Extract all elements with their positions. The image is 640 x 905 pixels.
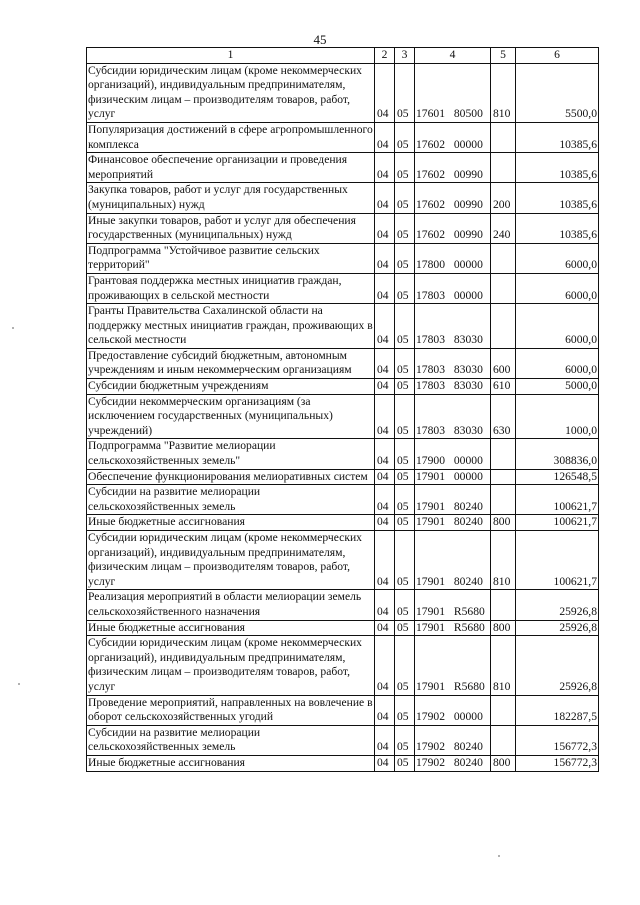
table-row (87, 695, 599, 725)
table-row (87, 531, 599, 590)
amount-cell: 5500,0 (516, 63, 599, 122)
section-code-cell: 04 (375, 485, 395, 515)
section-code-cell: 04 (375, 515, 395, 531)
amount-cell: 100621,7 (516, 531, 599, 590)
table-body (87, 63, 599, 771)
target-article-cell: 17803 83030 (415, 348, 491, 378)
amount-cell: 156772,3 (516, 755, 599, 771)
table-header-row (87, 48, 599, 64)
section-code-cell: 04 (375, 636, 395, 695)
expense-type-cell (491, 695, 516, 725)
subsection-code-cell: 05 (395, 469, 415, 485)
table-row (87, 755, 599, 771)
amount-cell: 25926,8 (516, 636, 599, 695)
expense-type-cell (491, 273, 516, 303)
amount-cell: 126548,5 (516, 469, 599, 485)
section-code-cell: 04 (375, 304, 395, 349)
table-row (87, 348, 599, 378)
section-code-cell: 04 (375, 348, 395, 378)
table-row (87, 122, 599, 152)
row-name-cell: Субсидии на развитие мелиорации сельскохозяйственных земель (87, 485, 375, 515)
target-article-cell: 17601 80500 (415, 63, 491, 122)
column-header: 5 (491, 48, 516, 64)
subsection-code-cell: 05 (395, 153, 415, 183)
row-name-cell: Иные бюджетные ассигнования (87, 515, 375, 531)
table-row (87, 213, 599, 243)
subsection-code-cell: 05 (395, 63, 415, 122)
row-name-cell: Субсидии юридическим лицам (кроме некоммерческих организаций), индивидуальным предпринимателям, физическим лицам – производителям товаров, работ, услуг (87, 531, 375, 590)
row-name-cell: Реализация мероприятий в области мелиорации земель сельскохозяйственного назначения (87, 590, 375, 620)
expense-type-cell (491, 243, 516, 273)
subsection-code-cell: 05 (395, 755, 415, 771)
section-code-cell: 04 (375, 122, 395, 152)
column-header: 3 (395, 48, 415, 64)
row-name-cell: Субсидии юридическим лицам (кроме некоммерческих организаций), индивидуальным предпринимателям, физическим лицам – производителям товаров, работ, услуг (87, 636, 375, 695)
amount-cell: 6000,0 (516, 273, 599, 303)
scan-speck (12, 327, 14, 329)
amount-cell: 10385,6 (516, 122, 599, 152)
target-article-cell: 17901 80240 (415, 515, 491, 531)
row-name-cell: Субсидии бюджетным учреждениям (87, 379, 375, 395)
target-article-cell: 17803 83030 (415, 304, 491, 349)
table-row (87, 63, 599, 122)
budget-table (86, 47, 599, 772)
expense-type-cell: 800 (491, 515, 516, 531)
target-article-cell: 17900 00000 (415, 439, 491, 469)
expense-type-cell: 810 (491, 531, 516, 590)
expense-type-cell (491, 153, 516, 183)
section-code-cell: 04 (375, 273, 395, 303)
subsection-code-cell: 05 (395, 590, 415, 620)
amount-cell: 25926,8 (516, 620, 599, 636)
expense-type-cell (491, 725, 516, 755)
expense-type-cell (491, 590, 516, 620)
target-article-cell: 17901 80240 (415, 485, 491, 515)
table-row (87, 469, 599, 485)
amount-cell: 6000,0 (516, 243, 599, 273)
subsection-code-cell: 05 (395, 273, 415, 303)
row-name-cell: Субсидии юридическим лицам (кроме некоммерческих организаций), индивидуальным предпринимателям, физическим лицам – производителям товаров, работ, услуг (87, 63, 375, 122)
section-code-cell: 04 (375, 695, 395, 725)
section-code-cell: 04 (375, 620, 395, 636)
table-row (87, 725, 599, 755)
amount-cell: 25926,8 (516, 590, 599, 620)
table-row (87, 620, 599, 636)
target-article-cell: 17602 00000 (415, 122, 491, 152)
target-article-cell: 17901 00000 (415, 469, 491, 485)
expense-type-cell (491, 122, 516, 152)
section-code-cell: 04 (375, 439, 395, 469)
section-code-cell: 04 (375, 63, 395, 122)
section-code-cell: 04 (375, 394, 395, 439)
subsection-code-cell: 05 (395, 213, 415, 243)
row-name-cell: Грантовая поддержка местных инициатив граждан, проживающих в сельской местности (87, 273, 375, 303)
table-row (87, 590, 599, 620)
section-code-cell: 04 (375, 725, 395, 755)
row-name-cell: Проведение мероприятий, направленных на вовлечение в оборот сельскохозяйственных угодий (87, 695, 375, 725)
subsection-code-cell: 05 (395, 379, 415, 395)
section-code-cell: 04 (375, 531, 395, 590)
table-row (87, 183, 599, 213)
amount-cell: 6000,0 (516, 348, 599, 378)
amount-cell: 100621,7 (516, 515, 599, 531)
row-name-cell: Обеспечение функционирования мелиоративных систем (87, 469, 375, 485)
page-number: 45 (313, 32, 327, 47)
subsection-code-cell: 05 (395, 439, 415, 469)
amount-cell: 182287,5 (516, 695, 599, 725)
row-name-cell: Субсидии на развитие мелиорации сельскохозяйственных земель (87, 725, 375, 755)
expense-type-cell: 800 (491, 620, 516, 636)
expense-type-cell (491, 304, 516, 349)
subsection-code-cell: 05 (395, 620, 415, 636)
target-article-cell: 17902 00000 (415, 695, 491, 725)
target-article-cell: 17602 00990 (415, 213, 491, 243)
table-row (87, 439, 599, 469)
target-article-cell: 17902 80240 (415, 725, 491, 755)
section-code-cell: 04 (375, 243, 395, 273)
table-row (87, 153, 599, 183)
subsection-code-cell: 05 (395, 304, 415, 349)
amount-cell: 10385,6 (516, 213, 599, 243)
section-code-cell: 04 (375, 183, 395, 213)
section-code-cell: 04 (375, 153, 395, 183)
expense-type-cell: 610 (491, 379, 516, 395)
row-name-cell: Предоставление субсидий бюджетным, автономным учреждениям и иным некоммерческим организациям (87, 348, 375, 378)
table-row (87, 485, 599, 515)
subsection-code-cell: 05 (395, 243, 415, 273)
row-name-cell: Подпрограмма "Развитие мелиорации сельскохозяйственных земель" (87, 439, 375, 469)
expense-type-cell: 600 (491, 348, 516, 378)
target-article-cell: 17803 83030 (415, 379, 491, 395)
expense-type-cell: 810 (491, 636, 516, 695)
amount-cell: 10385,6 (516, 183, 599, 213)
subsection-code-cell: 05 (395, 122, 415, 152)
subsection-code-cell: 05 (395, 183, 415, 213)
expense-type-cell (491, 439, 516, 469)
column-header: 2 (375, 48, 395, 64)
table-row (87, 243, 599, 273)
target-article-cell: 17602 00990 (415, 183, 491, 213)
amount-cell: 5000,0 (516, 379, 599, 395)
target-article-cell: 17901 R5680 (415, 620, 491, 636)
amount-cell: 6000,0 (516, 304, 599, 349)
row-name-cell: Иные бюджетные ассигнования (87, 755, 375, 771)
column-header: 4 (415, 48, 491, 64)
target-article-cell: 17803 00000 (415, 273, 491, 303)
table-row (87, 515, 599, 531)
section-code-cell: 04 (375, 590, 395, 620)
table-row (87, 304, 599, 349)
row-name-cell: Субсидии некоммерческим организациям (за исключением государственных (муниципальных) учреждений) (87, 394, 375, 439)
target-article-cell: 17803 83030 (415, 394, 491, 439)
expense-type-cell: 200 (491, 183, 516, 213)
amount-cell: 308836,0 (516, 439, 599, 469)
target-article-cell: 17602 00990 (415, 153, 491, 183)
subsection-code-cell: 05 (395, 348, 415, 378)
target-article-cell: 17901 R5680 (415, 636, 491, 695)
subsection-code-cell: 05 (395, 531, 415, 590)
section-code-cell: 04 (375, 755, 395, 771)
row-name-cell: Иные закупки товаров, работ и услуг для обеспечения государственных (муниципальных) нужд (87, 213, 375, 243)
row-name-cell: Подпрограмма "Устойчивое развитие сельских территорий" (87, 243, 375, 273)
section-code-cell: 04 (375, 379, 395, 395)
subsection-code-cell: 05 (395, 636, 415, 695)
subsection-code-cell: 05 (395, 515, 415, 531)
target-article-cell: 17902 80240 (415, 755, 491, 771)
expense-type-cell: 240 (491, 213, 516, 243)
row-name-cell: Популяризация достижений в сфере агропромышленного комплекса (87, 122, 375, 152)
amount-cell: 100621,7 (516, 485, 599, 515)
subsection-code-cell: 05 (395, 695, 415, 725)
table-row (87, 273, 599, 303)
expense-type-cell: 800 (491, 755, 516, 771)
target-article-cell: 17800 00000 (415, 243, 491, 273)
expense-type-cell (491, 485, 516, 515)
column-header: 6 (516, 48, 599, 64)
subsection-code-cell: 05 (395, 394, 415, 439)
row-name-cell: Иные бюджетные ассигнования (87, 620, 375, 636)
table-row (87, 636, 599, 695)
row-name-cell: Гранты Правительства Сахалинской области на поддержку местных инициатив граждан, проживающих в сельской местности (87, 304, 375, 349)
expense-type-cell: 630 (491, 394, 516, 439)
column-header: 1 (87, 48, 375, 64)
target-article-cell: 17901 R5680 (415, 590, 491, 620)
target-article-cell: 17901 80240 (415, 531, 491, 590)
table-row (87, 394, 599, 439)
section-code-cell: 04 (375, 213, 395, 243)
subsection-code-cell: 05 (395, 485, 415, 515)
amount-cell: 1000,0 (516, 394, 599, 439)
amount-cell: 10385,6 (516, 153, 599, 183)
scan-speck (498, 855, 500, 857)
table-row (87, 379, 599, 395)
expense-type-cell (491, 469, 516, 485)
expense-type-cell: 810 (491, 63, 516, 122)
section-code-cell: 04 (375, 469, 395, 485)
subsection-code-cell: 05 (395, 725, 415, 755)
row-name-cell: Финансовое обеспечение организации и проведения мероприятий (87, 153, 375, 183)
scan-speck (18, 683, 20, 685)
amount-cell: 156772,3 (516, 725, 599, 755)
row-name-cell: Закупка товаров, работ и услуг для государственных (муниципальных) нужд (87, 183, 375, 213)
